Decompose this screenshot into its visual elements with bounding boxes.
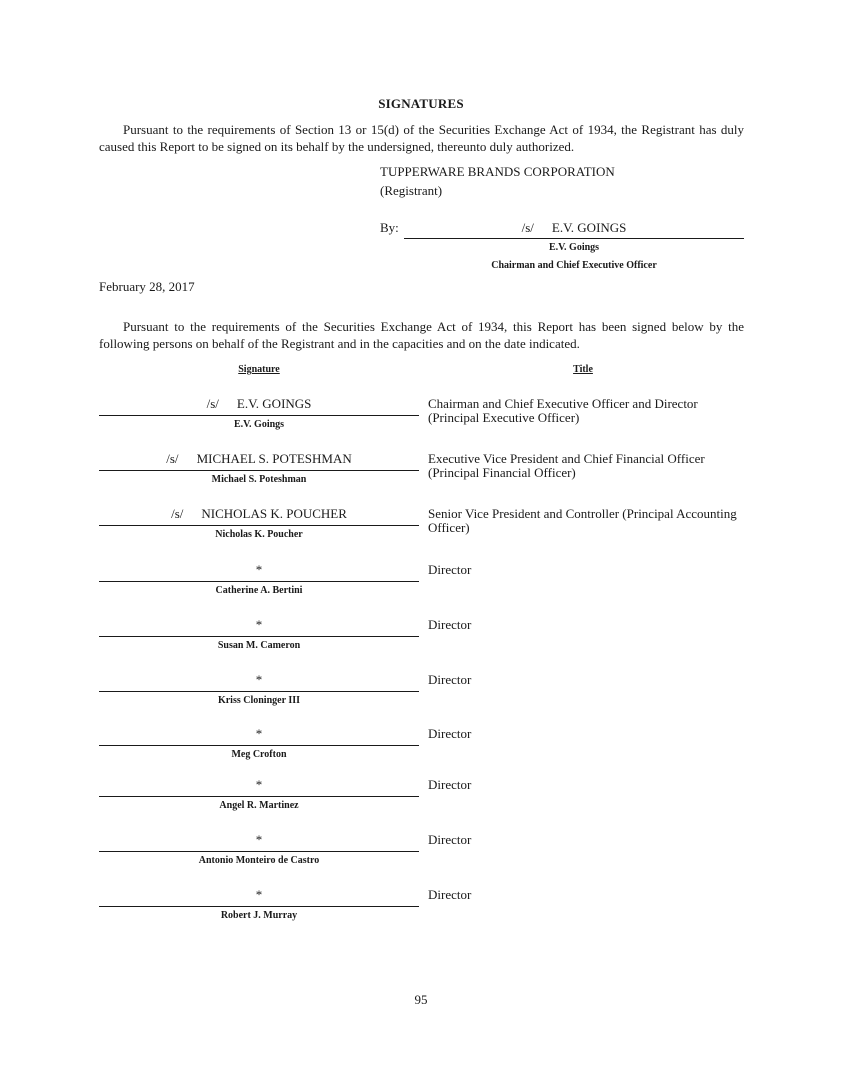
signatory-name: Nicholas K. Poucher [215,529,303,540]
signature-s-mark: /s/ [166,451,179,466]
signatory-title: Director [428,562,472,577]
signatory-name: E.V. Goings [233,419,285,430]
signature-rule [99,581,419,582]
signature-line [99,777,419,794]
signature-value: * [255,726,263,741]
signatory-title: Chairman and Chief Executive Officer and Director (Principal Executive Officer) [428,396,698,425]
signatory-title: Director [428,726,472,741]
signature-line [99,887,419,904]
signatory-name: Michael S. Poteshman [211,474,307,485]
signature-line [99,396,419,413]
signatory-name: Robert J. Murray [220,910,298,921]
signature-s-mark: /s/ [206,396,219,411]
signature-s-mark: /s/ [171,506,184,521]
signature-line [99,832,419,849]
signature-line [99,451,419,468]
signature-rule [99,796,419,797]
signatory-name: Antonio Monteiro de Castro [198,855,320,866]
column-header-title: Title [573,364,593,375]
signatory-name: Kriss Cloninger III [217,695,301,706]
signature-line [99,506,419,523]
registrant-title: Chairman and Chief Executive Officer [491,260,657,271]
registrant-label: (Registrant) [380,183,443,198]
registrant-name: E.V. Goings [548,242,600,253]
signatory-name: Catherine A. Bertini [215,585,303,596]
signature-rule [99,525,419,526]
signature-line [99,672,419,689]
signature-rule [99,851,419,852]
signature-rule [99,470,419,471]
page-number: 95 [414,992,428,1007]
signature-line [99,617,419,634]
signature-value: NICHOLAS K. POUCHER [201,506,347,521]
signing-date: February 28, 2017 [99,279,195,294]
signature-rule [99,691,419,692]
signature-value: * [255,832,263,847]
signatory-name: Meg Crofton [231,749,287,760]
signatory-title: Executive Vice President and Chief Financial Officer (Principal Financial Officer) [428,451,705,480]
signature-rule [99,745,419,746]
intro-paragraph [99,121,744,155]
column-header-signature: Signature [238,364,280,375]
page-heading: SIGNATURES [378,96,464,111]
signatory-title: Director [428,672,472,687]
intro-text: Pursuant to the requirements of Section 13 or 15(d) of the Securities Exchange Act of 1934, the Registrant has duly caused this Report to be signed on its behalf by the undersigned, thereunto duly authorized. [99,122,744,154]
signature-value: * [255,777,263,792]
registrant-signature-text: E.V. GOINGS [551,220,627,235]
signature-value: E.V. GOINGS [236,396,312,411]
registrant-company: TUPPERWARE BRANDS CORPORATION [380,164,615,179]
signature-value: * [255,672,263,687]
signature-line [99,726,419,743]
signature-value: * [255,617,263,632]
signature-value: MICHAEL S. POTESHMAN [196,451,352,466]
signature-value: * [255,562,263,577]
signature-line [99,562,419,579]
registrant-s-mark: /s/ [521,220,534,235]
signature-rule [99,906,419,907]
second-text: Pursuant to the requirements of the Securities Exchange Act of 1934, this Report has been signed below by the following persons on behalf of the Registrant and in the capacities and on the date indicated. [99,319,744,351]
signatory-name: Angel R. Martinez [219,800,299,811]
signatory-title: Senior Vice President and Controller (Principal Accounting Officer) [428,506,737,535]
registrant-signature-rule [404,238,744,239]
signatory-title: Director [428,617,472,632]
signatory-title: Director [428,887,472,902]
signature-rule [99,415,419,416]
registrant-signature [404,220,744,236]
by-label: By: [380,220,399,235]
signatory-title: Director [428,777,472,792]
second-paragraph [99,318,744,352]
signatory-name: Susan M. Cameron [217,640,301,651]
signature-value: * [255,887,263,902]
signature-rule [99,636,419,637]
signatory-title: Director [428,832,472,847]
